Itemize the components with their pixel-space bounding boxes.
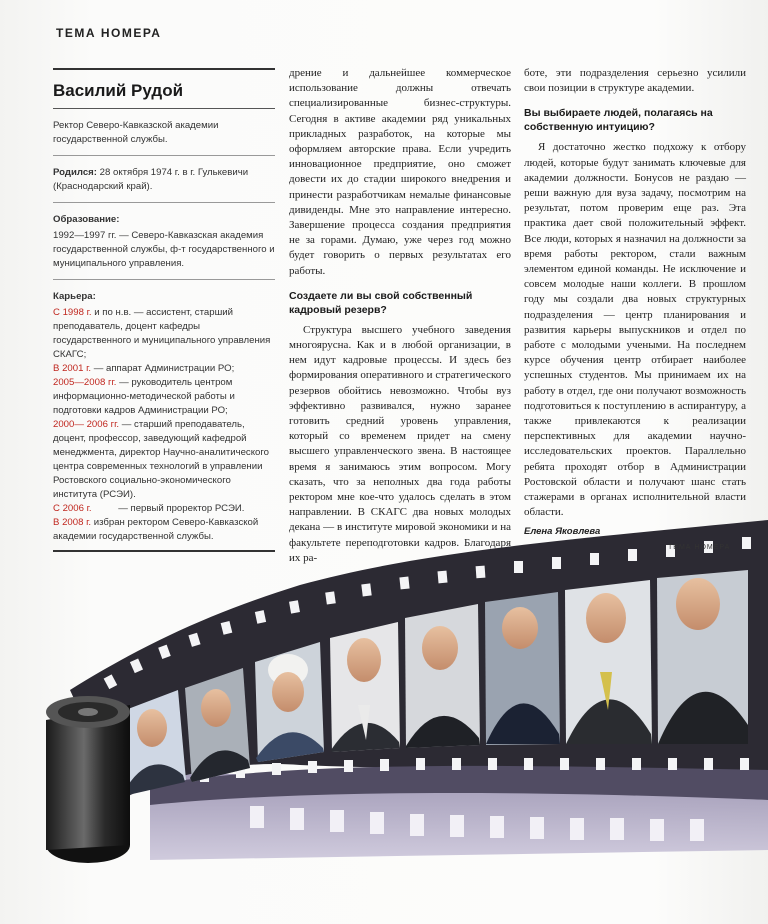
career-year: В 2008 г. xyxy=(53,517,92,528)
career-text: и по н.в. — ассистент, старший преподаватель, доцент кафедры государственного и муниципального управления СКАГС; xyxy=(53,307,271,360)
education-label: Образование: xyxy=(53,214,120,225)
portrait-frame-3 xyxy=(255,642,324,762)
bio-born xyxy=(53,166,275,194)
article-column-3 xyxy=(524,66,746,540)
career-entry xyxy=(53,362,275,376)
education-text: 1992—1997 гг. — Северо-Кавказская академия государственной службы, ф-т государственного и муниципального управления. xyxy=(53,230,275,269)
film-strip-illustration xyxy=(0,520,768,924)
col3-question: Вы выбираете людей, полагаясь на собственную интуицию? xyxy=(524,107,713,134)
career-text: — первый проректор РСЭИ. xyxy=(91,503,245,514)
career-text: — старший преподаватель, доцент, профессор, заведующий кафедрой менеджмента, директор Научно-аналитического центра современных технологий в управлении Ростовского социально-экономического института (РСЭИ). xyxy=(53,419,269,500)
col3-paragraph-1: боте, эти подразделения серьезно усилили свои позиции в структуре академии. xyxy=(524,67,746,95)
bio-sidebar xyxy=(53,68,275,552)
portrait-frame-8 xyxy=(657,570,748,744)
article-column-2 xyxy=(289,66,511,566)
portrait-frame-2 xyxy=(185,668,250,782)
career-text: — аппарат Администрации РО; xyxy=(91,363,235,374)
career-entry xyxy=(53,376,275,418)
born-text: 28 октября 1974 г. в г. Гулькевичи (Краснодарский край). xyxy=(53,167,249,192)
col2-paragraph-1: дрение и дальнейшее коммерческое использование должны отвечать специализированные бизнес-структуры. Сегодня в активе академии ряд уникальных прикладных разработок, на которые мы оформляем авторские права. Если учредить инновационное предприятие, оно сможет довести их до стадии широкого внедрения и принести разработчикам немалые финансовые дивиденды. Мне это направление интересно. Завершение процесса создания предприятия не за горами. Думаю, уже через год можно будет говорить о первых результатах его работы. xyxy=(289,67,511,277)
portrait-frame-5 xyxy=(405,604,480,748)
career-entry xyxy=(53,502,275,516)
career-text: избран ректором Северо-Кавказской академии государственной службы. xyxy=(53,517,259,542)
career-year: В 2001 г. xyxy=(53,363,92,374)
portrait-frame-6 xyxy=(485,592,560,745)
portrait-frame-7 xyxy=(565,580,652,744)
section-label: ТЕМА НОМЕРА xyxy=(56,26,162,40)
col2-question: Создаете ли вы свой собственный кадровый резерв? xyxy=(289,289,473,316)
career-year: С 1998 г. xyxy=(53,307,92,318)
career-text: — руководитель центром информационно-методической работы и подготовки кадров Администрации РО; xyxy=(53,377,235,416)
portrait-frame-4 xyxy=(330,622,400,752)
career-year: 2000— 2006 гг. xyxy=(53,419,120,430)
bio-born-block xyxy=(53,156,275,203)
bio-name: Василий Рудой xyxy=(53,70,275,109)
film-label: ТЕМА НОМЕРА xyxy=(668,544,731,551)
bio-role-block xyxy=(53,109,275,156)
career-year: С 2006 г. xyxy=(53,503,92,514)
career-year: 2005—2008 гг. xyxy=(53,377,117,388)
bio-role: Ректор Северо-Кавказской академии государственной службы. xyxy=(53,120,219,145)
col2-paragraph-2: Структура высшего учебного заведения многоярусна. Как и в любой организации, в нем идут кадровые процессы. И здесь без формирования оперативного и стратегического резервов обойтись невозможно. Чтобы вуз эффективно развивался, нужно заранее готовить средний уровень управления, который со временем придет на смену высшего управленческого звена. В настоящее время я занимаюсь этим вопросом. Могу сказать, что за неполных два года работы ректором мне кое-что удалось сделать в этом направлении. В СКАГС два новых молодых декана — в институте мировой экономики и на факультете переподготовки кадров. Благодаря их ра- xyxy=(289,323,511,564)
film-canister-icon xyxy=(46,696,130,863)
career-entry xyxy=(53,306,275,362)
author-signature: Елена Яковлева xyxy=(524,526,601,538)
born-label: Родился: xyxy=(53,167,97,178)
col3-paragraph-2: Я достаточно жестко подхожу к отбору людей, которые будут занимать ключевые для академии должности. Бонусов не раздаю — реши важную для вуза задачу, посмотрим на результат, потом проверим еще раз. Эта практика дает свой положительный эффект. Все люди, которых я назначил на должности за время работы ректором, стали важным элементом единой команды. Не исключение и совсем молодые наши коллеги. В прошлом году мы создали два новых структурных подразделения — центр планирования и развития карьеры выпускников и отдел по работе с молодыми учеными. На последнем курсе обучения центр отбирает наиболее успешных студентов. Мы принимаем их на работу в отдел, где они получают возможность подготовиться к поступлению в аспирантуру, а также привлекаются к реализации перспективных для академии научно-исследовательских проектов. Параллельно ребята проходят отбор в Администрации Ростовской области и получают шанс стать стажерами в органах исполнительной власти области. xyxy=(524,141,746,519)
career-label: Карьера: xyxy=(53,291,96,302)
career-entry xyxy=(53,418,275,502)
bio-career-block xyxy=(53,280,275,552)
bio-education-block xyxy=(53,203,275,280)
